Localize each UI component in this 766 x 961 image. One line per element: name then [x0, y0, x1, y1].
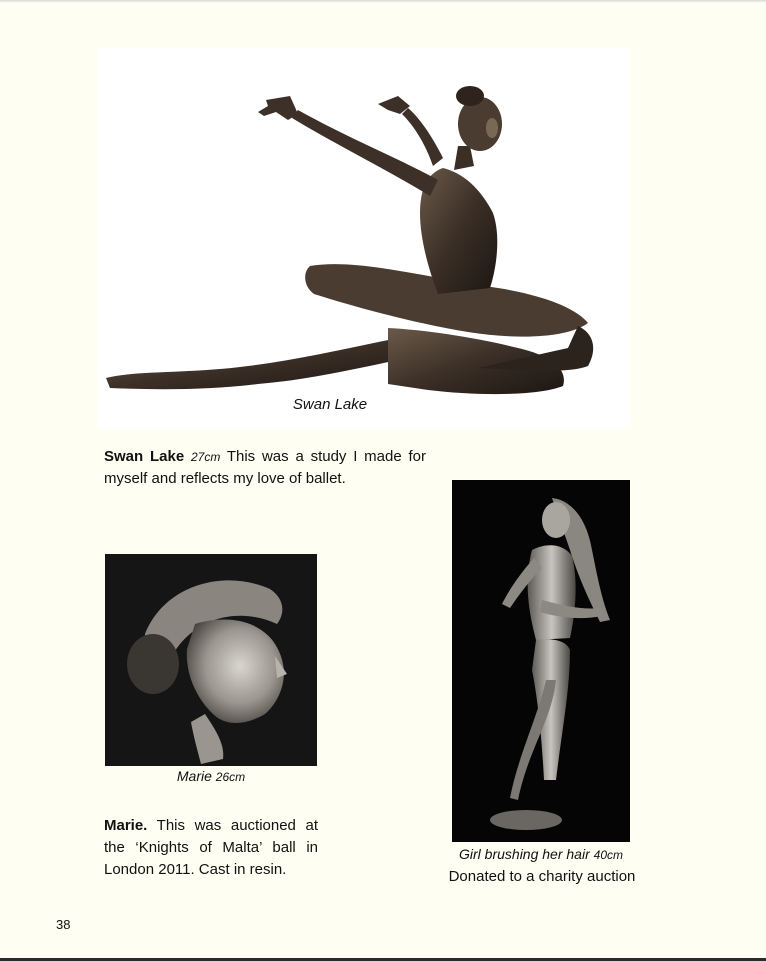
girl-photo-caption: [440, 846, 642, 862]
marie-caption-title: Marie: [176, 768, 212, 784]
marie-bust-illustration: [105, 554, 317, 766]
girl-brushing-hair-photo: [452, 480, 630, 842]
swan-lake-description: [104, 446, 426, 490]
swan-lake-title: Swan Lake: [104, 448, 185, 465]
swan-lake-text: This was a study I made for myself and reflects my love of ballet.: [104, 448, 426, 487]
marie-photo: [105, 554, 317, 766]
page-number: 38: [56, 917, 71, 932]
girl-caption-title: Girl brushing her hair: [459, 846, 590, 862]
marie-caption-size: 26cm: [215, 770, 246, 784]
swan-lake-size: 27cm: [190, 450, 221, 464]
swan-lake-photo: [98, 48, 630, 428]
marie-description: [104, 815, 318, 881]
girl-brushing-hair-sculpture-illustration: [452, 480, 630, 842]
top-edge-shadow: [0, 0, 766, 3]
girl-donation-note: Donated to a charity auction: [448, 868, 636, 885]
swan-lake-photo-caption: Swan Lake: [292, 396, 368, 413]
marie-text: This was auctioned at the ‘Knights of Malta’ ball in London 2011. Cast in resin.: [104, 817, 318, 878]
swan-lake-sculpture-illustration: [98, 48, 630, 428]
girl-caption-size: 40cm: [593, 848, 623, 862]
marie-photo-caption: [105, 768, 317, 784]
marie-title: Marie.: [104, 817, 148, 834]
